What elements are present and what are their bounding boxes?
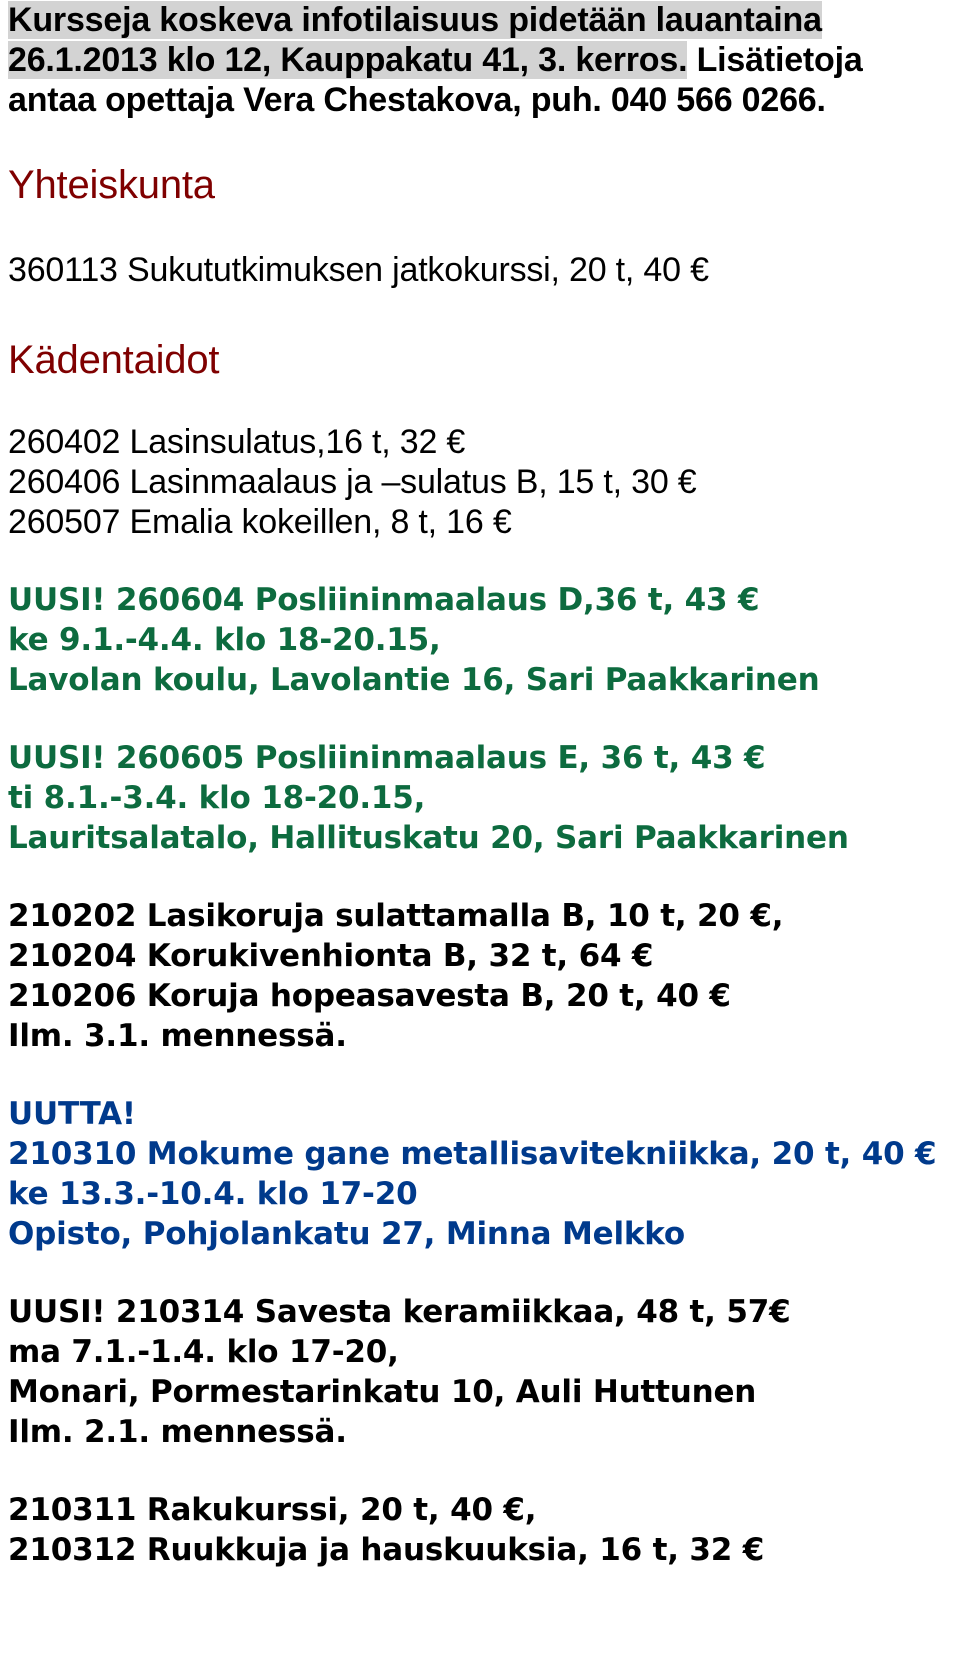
course-location: Monari, Pormestarinkatu 10, Auli Huttunen <box>8 1374 757 1410</box>
course-line: 260406 Lasinmaalaus ja –sulatus B, 15 t, 30 € <box>8 463 697 501</box>
course-line: 260402 Lasinsulatus,16 t, 32 € <box>8 423 466 461</box>
new-badge: UUSI! <box>8 1294 106 1330</box>
new-badge: UUSI! <box>8 582 106 618</box>
intro-highlight-2: 26.1.2013 klo 12, Kauppakatu 41, 3. kerros. <box>8 41 688 79</box>
course-line: 210202 Lasikoruja sulattamalla B, 10 t, 20 €, <box>8 898 784 934</box>
course-schedule: ke 13.3.-10.4. klo 17-20 <box>8 1176 418 1212</box>
course-line: 260507 Emalia kokeillen, 8 t, 16 € <box>8 503 512 541</box>
new-badge: UUSI! <box>8 740 106 776</box>
section-heading-kadentaidot: Kädentaidot <box>8 338 220 382</box>
intro-line-2 <box>8 40 863 80</box>
course-schedule: ke 9.1.-4.4. klo 18-20.15, <box>8 622 441 658</box>
registration-note: Ilm. 3.1. mennessä. <box>8 1018 347 1054</box>
intro-line-1 <box>8 0 822 40</box>
intro-line-3: antaa opettaja Vera Chestakova, puh. 040 566 0266. <box>8 81 826 119</box>
course-title: 260605 Posliininmaalaus E, 36 t, 43 € <box>105 740 766 776</box>
course-location: Lauritsalatalo, Hallituskatu 20, Sari Paakkarinen <box>8 820 849 856</box>
course-line: 210312 Ruukkuja ja hauskuuksia, 16 t, 32 € <box>8 1532 765 1568</box>
intro-info-text: Lisätietoja <box>687 41 863 79</box>
intro-highlight-1: Kursseja koskeva infotilaisuus pidetään lauantaina <box>8 1 822 39</box>
new-badge: UUTTA! <box>8 1096 136 1132</box>
course-title: 210310 Mokume gane metallisavitekniikka, 20 t, 40 € <box>8 1136 937 1172</box>
course-location: Opisto, Pohjolankatu 27, Minna Melkko <box>8 1216 685 1252</box>
course-schedule: ma 7.1.-1.4. klo 17-20, <box>8 1334 399 1370</box>
course-title: 260604 Posliininmaalaus D,36 t, 43 € <box>105 582 760 618</box>
course-line: 210204 Korukivenhionta B, 32 t, 64 € <box>8 938 654 974</box>
course-schedule: ti 8.1.-3.4. klo 18-20.15, <box>8 780 426 816</box>
registration-note: Ilm. 2.1. mennessä. <box>8 1414 347 1450</box>
course-line: 360113 Sukututkimuksen jatkokurssi, 20 t, 40 € <box>8 251 709 289</box>
course-location: Lavolan koulu, Lavolantie 16, Sari Paakkarinen <box>8 662 820 698</box>
course-line: 210311 Rakukurssi, 20 t, 40 €, <box>8 1492 537 1528</box>
course-line: 210206 Koruja hopeasavesta B, 20 t, 40 € <box>8 978 731 1014</box>
course-title: 210314 Savesta keramiikkaa, 48 t, 57€ <box>105 1294 791 1330</box>
section-heading-yhteiskunta: Yhteiskunta <box>8 163 215 207</box>
course-line <box>8 1292 790 1332</box>
course-line <box>8 738 765 778</box>
course-line <box>8 580 759 620</box>
